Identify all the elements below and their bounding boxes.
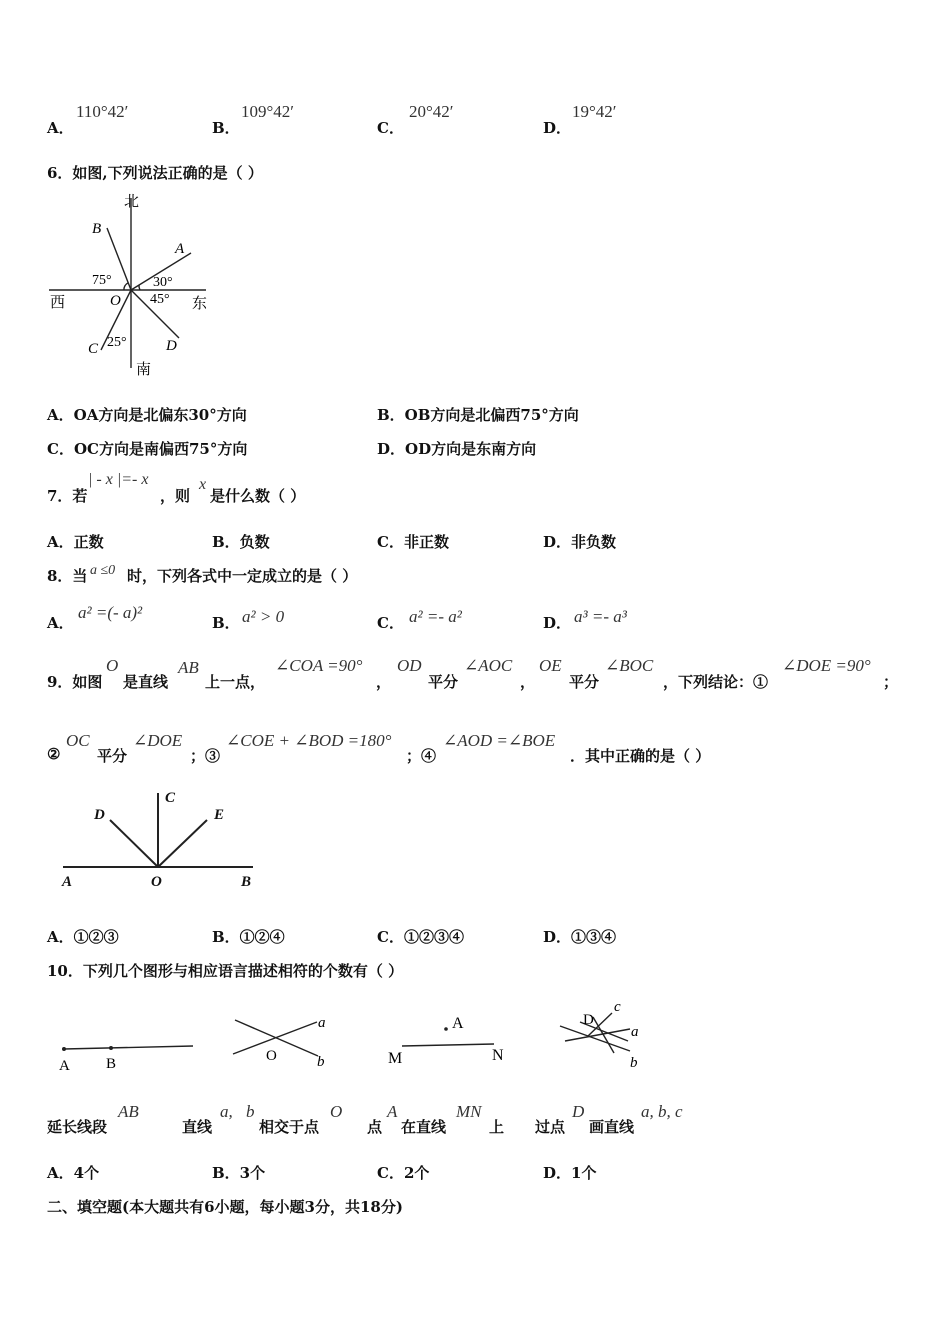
q6-angle-30: 30°	[153, 275, 173, 290]
q6-stem: 6．如图,下列说法正确的是（ ）	[47, 164, 263, 182]
q8-prefix: 8．当	[47, 567, 88, 585]
q10-caption2-text1: 直线	[182, 1118, 213, 1136]
q5-option-a-value: 110°42′	[76, 102, 129, 121]
q9-l2-1: ②	[47, 745, 61, 763]
q9-ray-oe	[158, 820, 207, 867]
q8-option-a-label: A．	[47, 614, 74, 632]
q9-t3: 上一点，	[205, 673, 266, 691]
q10-option-b: B．3个	[212, 1164, 266, 1182]
q7-prefix: 7．若	[47, 487, 88, 505]
q9-l2-5: ．其中正确的是（ ）	[570, 747, 711, 765]
q10-caption4-math2: a, b, c	[641, 1102, 683, 1121]
q9-t2: 是直线	[123, 673, 169, 691]
q10-fig1-ray	[50, 1030, 200, 1075]
q9-label-a: A	[62, 874, 73, 890]
q10-stem: 10．下列几个图形与相应语言描述相符的个数有（ ）	[47, 962, 404, 980]
q6-label-east: 东	[192, 296, 208, 312]
q7-option-b: B．负数	[212, 533, 270, 551]
q6-option-d: D．OD方向是东南方向	[377, 440, 537, 458]
q10-caption1-text: 延长线段	[47, 1118, 108, 1136]
q10-caption3-math2: MN	[456, 1102, 482, 1121]
q7-var: x	[199, 476, 207, 493]
q6-arc-a	[139, 285, 140, 290]
q8-option-c-expr: a² =- a²	[409, 607, 462, 626]
q10-fig3-point-a	[444, 1027, 448, 1031]
q9-t1: 9．如图	[47, 673, 103, 691]
q6-label-d: D	[166, 338, 177, 354]
q10-option-d: D．1个	[543, 1164, 597, 1182]
q10-fig3-label-m: M	[388, 1050, 403, 1067]
q9-label-b: B	[241, 874, 252, 890]
q10-fig2-label-a: a	[318, 1015, 326, 1031]
q8-option-a-expr: a² =(- a)²	[78, 603, 143, 622]
q7-mid: ，则	[160, 487, 191, 505]
q9-l2-m-oc: OC	[66, 731, 90, 750]
q9-label-e: E	[214, 807, 225, 823]
q9-option-b: B．①②④	[212, 928, 285, 946]
q9-m-oe: OE	[539, 656, 562, 675]
q6-angle-45: 45°	[150, 292, 170, 307]
q9-t5: 平分	[428, 673, 459, 691]
q9-t6: ，	[520, 673, 536, 691]
q9-option-c: C．①②③④	[377, 928, 464, 946]
q7-option-a: A．正数	[47, 533, 104, 551]
q9-option-a: A．①②③	[47, 928, 119, 946]
q10-caption3-text1: 点	[367, 1118, 383, 1136]
q10-fig4-concurrent	[550, 998, 660, 1078]
q10-fig1-line	[64, 1046, 193, 1049]
q9-option-d: D．①③④	[543, 928, 617, 946]
q10-fig3-line-mn	[402, 1044, 494, 1046]
q9-label-c: C	[165, 790, 176, 806]
q10-caption2-math2: b	[246, 1102, 255, 1121]
q10-fig4-label-c: c	[614, 999, 621, 1015]
q8-option-d-label: D．	[543, 614, 572, 632]
q9-l2-4: ；④	[406, 747, 437, 765]
q10-option-c: C．2个	[377, 1164, 430, 1182]
q6-arc-b	[124, 283, 128, 290]
q10-caption1-math: AB	[118, 1102, 139, 1121]
q5-option-d-value: 19°42′	[572, 102, 617, 121]
q10-caption2-text2: 相交于点	[259, 1118, 320, 1136]
q10-fig4-label-d: D	[583, 1012, 594, 1028]
q10-caption3-text2: 在直线	[401, 1118, 447, 1136]
q8-option-d-expr: a³ =- a³	[574, 607, 627, 626]
q9-t8: ，下列结论：①	[663, 673, 769, 691]
q6-compass-figure	[44, 188, 224, 378]
q10-caption2-math1: a,	[220, 1102, 233, 1121]
q10-caption2-math3: O	[330, 1102, 343, 1121]
q10-caption3-math1: A	[387, 1102, 398, 1121]
q6-option-b: B．OB方向是北偏西75°方向	[377, 406, 579, 424]
q10-fig4-label-b: b	[630, 1055, 638, 1071]
q8-condition: a ≤0	[90, 563, 116, 578]
section-2-heading: 二、填空题(本大题共有6小题，每小题3分，共18分)	[47, 1198, 403, 1216]
q9-m-o: O	[106, 656, 119, 675]
q10-fig1-point-a	[62, 1047, 66, 1051]
q9-l2-m-doe: ∠DOE	[133, 731, 183, 750]
q10-option-a: A．4个	[47, 1164, 100, 1182]
q9-t7: 平分	[569, 673, 600, 691]
q5-option-b-label: B．	[212, 119, 240, 137]
q9-m-boc: ∠BOC	[605, 656, 654, 675]
q10-fig3-segment	[382, 1008, 517, 1073]
q5-option-c-value: 20°42′	[409, 102, 454, 121]
q6-option-a: A．OA方向是北偏东30°方向	[47, 406, 247, 424]
q9-m-aoc: ∠AOC	[464, 656, 513, 675]
q10-fig1-label-b: B	[106, 1056, 117, 1072]
q6-label-o: O	[110, 293, 121, 309]
q5-option-a-label: A．	[47, 119, 74, 137]
q10-fig2-label-b: b	[317, 1054, 325, 1070]
q9-t9: ；	[883, 673, 899, 691]
q10-fig1-label-a: A	[59, 1058, 70, 1074]
q5-option-b-value: 109°42′	[241, 102, 295, 121]
q6-angle-25: 25°	[107, 335, 127, 350]
q10-caption4-math1: D	[572, 1102, 585, 1121]
q8-suffix: 时，下列各式中一定成立的是（ ）	[127, 567, 358, 585]
q10-fig3-label-n: N	[492, 1047, 504, 1064]
q6-label-south: 南	[136, 362, 152, 378]
q5-option-d-label: D．	[543, 119, 572, 137]
q6-angle-75: 75°	[92, 273, 112, 288]
q6-option-c: C．OC方向是南偏西75°方向	[47, 440, 248, 458]
q7-expr: | - x |=- x	[88, 471, 149, 488]
q6-label-north: 北	[124, 194, 140, 210]
q10-fig2-label-o: O	[266, 1048, 277, 1064]
q9-l2-m-eq: ∠AOD =∠BOE	[443, 731, 556, 750]
q9-t4: ，	[376, 673, 392, 691]
q9-angle-figure	[55, 785, 265, 895]
q8-option-b-label: B．	[212, 614, 240, 632]
q10-caption3-text3: 上	[489, 1118, 505, 1136]
q10-caption4-text2: 画直线	[589, 1118, 635, 1136]
q5-option-c-label: C．	[377, 119, 404, 137]
q9-m-doe: ∠DOE =90°	[782, 656, 871, 675]
q6-label-west: 西	[50, 295, 66, 311]
q6-label-c: C	[88, 341, 99, 357]
q9-label-d: D	[94, 807, 105, 823]
q9-m-ab: AB	[178, 658, 199, 677]
q7-suffix: 是什么数（ ）	[210, 487, 306, 505]
q10-caption4-text1: 过点	[535, 1118, 566, 1136]
q9-m-coa: ∠COA =90°	[275, 656, 363, 675]
q8-option-c-label: C．	[377, 614, 404, 632]
q10-fig4-label-a: a	[631, 1024, 639, 1040]
q10-fig1-point-b	[109, 1046, 113, 1050]
q9-m-od: OD	[397, 656, 422, 675]
q9-l2-m-sum: ∠COE + ∠BOD =180°	[226, 731, 392, 750]
q9-l2-2: 平分	[97, 747, 128, 765]
q9-label-o: O	[151, 874, 162, 890]
q8-option-b-expr: a² > 0	[242, 607, 285, 626]
q7-option-c: C．非正数	[377, 533, 449, 551]
q9-l2-3: ；③	[190, 747, 221, 765]
q6-label-b: B	[92, 221, 102, 237]
q9-ray-od	[110, 820, 158, 867]
q10-fig2-intersect	[225, 1008, 335, 1073]
q10-fig3-label-a: A	[452, 1015, 464, 1032]
q6-label-a: A	[175, 241, 185, 257]
q7-option-d: D．非负数	[543, 533, 617, 551]
